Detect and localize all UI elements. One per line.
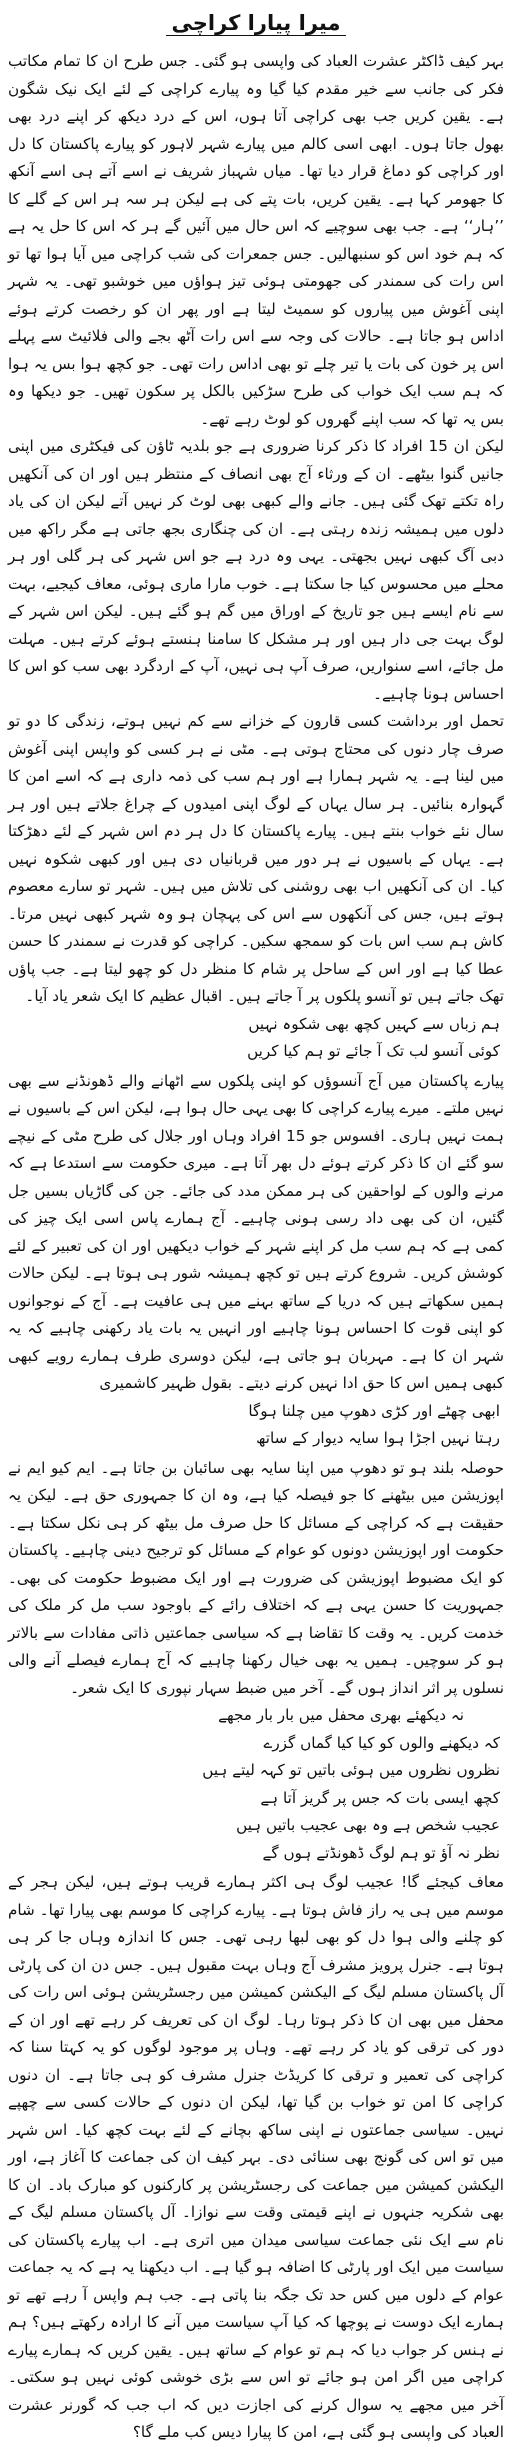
article-paragraph-3: تحمل اور برداشت کسی قارون کے خزانے سے کم نہیں ہوتے، زندگی کا دو تو صرف چار دنوں کی محتاج ہوتی ہے۔ مٹی نے ہر کسی کو واپس اپنی آغوش میں لینا ہے۔ یہ شہر ہمارا ہے اور ہم سب کی ذمہ داری ہے کہ اسے امن کا گہوارہ بنائیں۔ ہر سال یہاں کے لوگ اپنی امیدوں کے چراغ جلاتے ہیں اور ہر سال نئے خواب بنتے ہیں۔ پیارے پاکستان کا دل ہر دم اس شہر کے لئے دھڑکتا ہے۔ یہاں کے باسیوں نے ہر دور میں قربانیاں دی ہیں اور کبھی شکوہ نہیں کیا۔ ان کی آنکھیں اب بھی روشنی کی تلاش میں ہیں۔ شہر تو سارے معصوم ہوتے ہیں، جس کی آنکھوں سے اس کی پہچان ہو وہ شہر کبھی نہیں مرتا۔ کاش ہم سب اس بات کو سمجھ سکیں۔ کراچی کو قدرت نے سمندر کا حسن عطا کیا ہے اور اس کے ساحل پر شام کا منظر دل کو چھو لیتا ہے۔ جب پاؤں تھک جاتے ہیں تو آنسو پلکوں پر آ جاتے ہیں۔ اقبال عظیم کا ایک شعر یاد آیا۔ [8, 712, 504, 1005]
article-paragraph-2: لیکن ان 15 افراد کا ذکر کرنا ضروری ہے جو بلدیہ ٹاؤن کی فیکٹری میں اپنی جانیں گنوا بیٹھے۔ ان کے ورثاء آج بھی انصاف کے منتظر ہیں اور ان کی آنکھیں راہ تکتے تھک گئی ہیں۔ جانے والے کبھی بھی لوٹ کر نہیں آتے لیکن ان کی یاد دلوں میں ہمیشہ زندہ رہتی ہے۔ ان کی چنگاری بجھ جاتی ہے مگر راکھ میں دبی آگ کبھی نہیں بجھتی۔ یہی وہ درد ہے جو اس شہر کی ہر گلی اور ہر محلے میں محسوس کیا جا سکتا ہے۔ خوب مارا ماری ہوئی، معاف کیجیے، بہت سے نام ایسے ہیں جو تاریخ کے اوراق میں گم ہو گئے ہیں۔ لیکن اس شہر کے لوگ بہت جی دار ہیں اور ہر مشکل کا سامنا ہنستے ہوئے کرتے ہیں۔ مہلت مل جائے، اسے سنواریں، صرف آپ ہی نہیں، آپ کے اردگرد بھی سب کو اس کا احساس ہونا چاہیے۔ [8, 437, 505, 703]
poem-3-line-3: نظروں نظروں میں ہوئی باتیں تو کہہ لیتے ہیں [202, 1761, 500, 1779]
article-title-text: میرا پیارا کراچی [166, 11, 347, 36]
article-title [8, 8, 504, 38]
article-paragraph-6: معاف کیجئے گا! عجیب لوگ ہی اکثر ہمارے قریب ہوتے ہیں، لیکن ہجر کے موسم میں ہی یہ راز فاش ہوتا ہے۔ پیارے کراچی کا موسم بھی پیارا تھا۔ شام کو چلنے والی ہوا دل کو بھی لبھا رہی تھی۔ جس کا اندازہ وہاں جا کر ہی ہوتا ہے۔ جنرل پرویز مشرف آج وہاں بہت مقبول ہیں۔ جس دن ان کی پارٹی آل پاکستان مسلم لیگ کے الیکشن کمیشن میں رجسٹریشن ہوئی اس رات کی محفل میں بھی ان کا ذکر ہوتا رہا۔ لوگ ان کی تعریف کر رہے تھے اور ان کے دور کی ترقی کو یاد کر رہے تھے۔ وہاں پر موجود لوگوں کو یہ کہتا سنا کہ کراچی کی تعمیر و ترقی کا کریڈٹ جنرل مشرف کو ہی جاتا ہے۔ ان دنوں کراچی کا امن تو خواب بن گیا تھا، لیکن ان دنوں کے حالات کسی سے چھپے نہیں۔ سیاسی جماعتوں نے اپنی ساکھ بچانے کے لئے بہت کچھ کیا۔ اس شہر میں تو اس کی گونج بھی سنائی دی۔ بہر کیف ان کی جماعت کا آغاز ہے، اور الیکشن کمیشن میں جماعت کی رجسٹریشن پر کارکنوں کو مبارک باد۔ ان کا بھی شکریہ جنہوں نے اپنے قیمتی وقت سے نوازا۔ آل پاکستان مسلم لیگ کے نام سے ایک نئی جماعت سیاسی میدان میں اتری ہے۔ اب پیارے پاکستان کی سیاست میں ایک اور پارٹی کا اضافہ ہو گیا ہے۔ اب دیکھنا یہ ہے کہ یہ جماعت عوام کے دلوں میں کس حد تک جگہ بنا پاتی ہے۔ جب ہم واپس آ رہے تھے تو ہمارے ایک دوست نے پوچھا کہ کیا آپ سیاست میں آنے کا ارادہ رکھتے ہیں؟ ہم نے ہنس کر جواب دیا کہ ہم تو عوام کے ساتھ ہیں۔ یقین کریں کہ ہمارے پیارے کراچی میں اگر امن ہو جائے تو اس سے بڑی خوشی کوئی نہیں ہو سکتی۔ آخر میں مجھے یہ سوال کرنے کی اجازت دیں کہ اب جب کہ گورنر عشرت العباد کی واپسی ہو گئی ہے، امن کا پیارا دیس کب ملے گا؟ [8, 1873, 504, 2441]
poem-1-line-2: کوئی آنسو لب تک آ جائے تو ہم کیا کریں [247, 1042, 500, 1060]
poem-1 [8, 1011, 504, 1066]
poem-2 [8, 1398, 504, 1453]
poem-2-line-2: رہتا نہیں اجڑا ہوا سایہ دیوار کے ساتھ [256, 1429, 500, 1447]
poem-2-line-1: ابھی چھٹے اور کڑی دھوپ میں چلنا ہوگا [248, 1401, 500, 1420]
article-paragraph-5: حوصلہ بلند ہو تو دھوپ میں اپنا سایہ بھی سائبان بن جاتا ہے۔ ایم کیو ایم نے اپوزیشن میں بیٹھنے کا جو فیصلہ کیا ہے، وہ ان کا جمہوری حق ہے۔ لیکن یہ حقیقت ہے کہ کراچی کے مسائل کا حل صرف مل بیٹھ کر ہی نکل سکتا ہے۔ حکومت اور اپوزیشن دونوں کو عوام کے مسائل کو ترجیح دینی چاہیے۔ پاکستان کو ایک مضبوط اپوزیشن کی ضرورت ہے اور ایک مضبوط حکومت کی بھی۔ جمہوریت کا حسن یہی ہے کہ اختلاف رائے کے باوجود سب مل کر ملک کی خدمت کریں۔ یہ وقت کا تقاضا ہے کہ سیاسی جماعتیں ذاتی مفادات سے بالاتر ہو کر سوچیں۔ ہمیں یہ بھی خیال رکھنا چاہیے کہ آج ہمارے فیصلے آنے والی نسلوں پر اثر انداز ہوں گے۔ آخر میں ضبط سہار نپوری کا ایک شعر۔ [8, 1458, 504, 1697]
poem-3-line-4: کچھ ایسی بات کہ جس پر گریز آتا ہے [260, 1788, 500, 1807]
poem-1-line-1: ہم زباں سے کہیں کچھ بھی شکوہ نہیں [248, 1014, 500, 1033]
article-paragraph-1: بہر کیف ڈاکٹر عشرت العباد کی واپسی ہو گئی۔ جس طرح ان کا تمام مکاتب فکر کی جانب سے خیر مقدم کیا گیا وہ پیارے کراچی کے لئے ایک نیک شگون ہے۔ یقین کریں جب بھی کراچی آتا ہوں، اس کے درد دیکھ کر اپنے درد بھی بھول جاتا ہوں۔ ابھی اسی کالم میں پیارے شہر لاہور کو پیارے پاکستان کا دل اور کراچی کو دماغ قرار دیا تھا۔ میاں شہباز شریف نے اسے آتے ہی اسے آنکھ کا جھومر کہا ہے۔ یقین کریں، بات پتے کی ہے لیکن ہر سہ ہر اس کے گلے کا ’’ہار‘‘ ہے۔ جب بھی سوچیے کہ اس حال میں آئیں گے ہر کہ اس کا حل یہ ہے کہ ہم خود اس کو سنبھالیں۔ جس جمعرات کی شب کراچی میں آیا ہوا تھا تو اس رات کی سمندر کی جھومتی ہوئی تیز ہواؤں میں خوشبو تھی۔ یہ شہر اپنی آغوش میں پیاروں کو سمیٹ لیتا ہے اور پھر ان کو رخصت کرتے ہوئے اداس ہو جاتا ہے۔ حالات کی وجہ سے اس رات آٹھ بجے والی فلائیٹ سے پہلے اس پر خون کی بات یا تیر چلے تو بھی اداس رات تھی۔ جو کچھ ہوا بس یہ ہوا کہ ہم سب ایک خواب کی طرح سڑکیں بالکل پر سکون تھیں۔ جو دیکھا وہ بس یہ تھا کہ سب اپنے گھروں کو لوٹ رہے تھے۔ [8, 52, 504, 428]
poem-3 [8, 1702, 504, 1867]
poem-3-line-2: کہ دیکھنے والوں کو کیا کیا گماں گزرے [263, 1733, 500, 1752]
poem-3-line-5: عجیب شخص ہے وہ بھی عجیب باتیں ہیں [236, 1816, 500, 1834]
poem-3-line-6: نظر نہ آؤ تو ہم لوگ ڈھونڈتے ہوں گے [262, 1843, 500, 1862]
article-paragraph-4: پیارے پاکستان میں آج آنسوؤں کو اپنی پلکوں سے اٹھانے والے ڈھونڈنے سے بھی نہیں ملتے۔ میرے پیارے کراچی کا بھی یہی حال ہوا ہے، لیکن اس کے باسیوں نے ہمت نہیں ہاری۔ افسوس جو 15 افراد وہاں اور جلال کی طرح مٹی کے نیچے سو گئے ان کا ذکر کرتے ہوئے دل بھر آتا ہے۔ میری حکومت سے استدعا ہے کہ مرنے والوں کے لواحقین کی ہر ممکن مدد کی جائے۔ جن کی گاڑیاں بسیں جل گئیں، ان کی بھی داد رسی ہونی چاہیے۔ آج ہمارے پاس اسی ایک چیز کی کمی ہے کہ ہم سب مل کر اپنے شہر کے خواب دیکھیں اور ان کی تعبیر کے لئے کوشش کریں۔ شروع کرتے ہیں تو کچھ ہمیشہ شور ہی ہوتا ہے۔ لیکن حالات ہمیں سکھاتے ہیں کہ دریا کے ساتھ بہنے میں ہی عافیت ہے۔ آج کے نوجوانوں کو اپنی قوت کا احساس ہونا چاہیے اور انہیں یہ بات یاد رکھنی چاہیے کہ یہ شہر ان کا ہے۔ مہربان ہو جاتی ہے، لیکن دوسری طرف ہمارے رویے کبھی کبھی ہمیں اس کا حق ادا نہیں کرنے دیتے۔ بقول ظہیر کاشمیری [8, 1071, 504, 1392]
poem-3-line-1: نہ دیکھئے بھری محفل میں بار بار مجھے [218, 1706, 464, 1724]
